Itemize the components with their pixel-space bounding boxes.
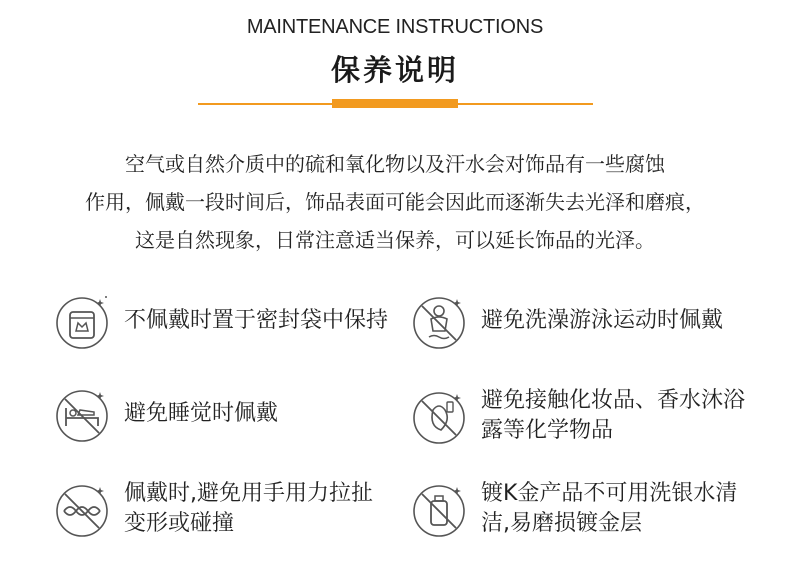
intro-line: 作用，佩戴一段时间后，饰品表面可能会因此而逐渐失去光泽和磨痕， [85,190,705,214]
care-item-sealed-bag [54,293,394,349]
care-item-no-cleaner [411,479,751,539]
no-swimming-icon [411,293,467,349]
sealed-bag-icon [54,293,110,349]
care-item-no-pulling [54,479,394,539]
care-item-no-swimming [411,293,751,349]
care-item-no-cosmetics [411,386,751,446]
page-title: 保养说明 [330,53,459,87]
care-item-text: 不佩戴时置于密封袋中保持 [124,308,389,333]
no-cleaner-icon [411,481,467,537]
care-item-no-sleeping [54,386,394,442]
care-item-text: 镀K金产品不可用洗银水清洁,易磨损镀金层 [481,481,738,536]
care-item-text: 避免接触化妆品、香水沐浴露等化学物品 [481,388,746,443]
no-cosmetics-icon [411,388,467,444]
care-item-text: 避免洗澡游泳运动时佩戴 [481,308,724,333]
care-item-text: 避免睡觉时佩戴 [124,401,279,426]
title-divider-accent [332,99,458,108]
title-english: MAINTENANCE INSTRUCTIONS [246,16,544,38]
intro-line: 空气或自然介质中的硫和氧化物以及汗水会对饰品有一些腐蚀 [125,152,665,176]
care-item-text: 佩戴时,避免用手用力拉扯变形或碰撞 [124,481,373,536]
no-sleeping-icon [54,386,110,442]
intro-paragraph [0,145,790,259]
intro-line: 这是自然现象，日常注意适当保养，可以延长饰品的光泽。 [135,228,655,252]
no-pulling-icon [54,481,110,537]
